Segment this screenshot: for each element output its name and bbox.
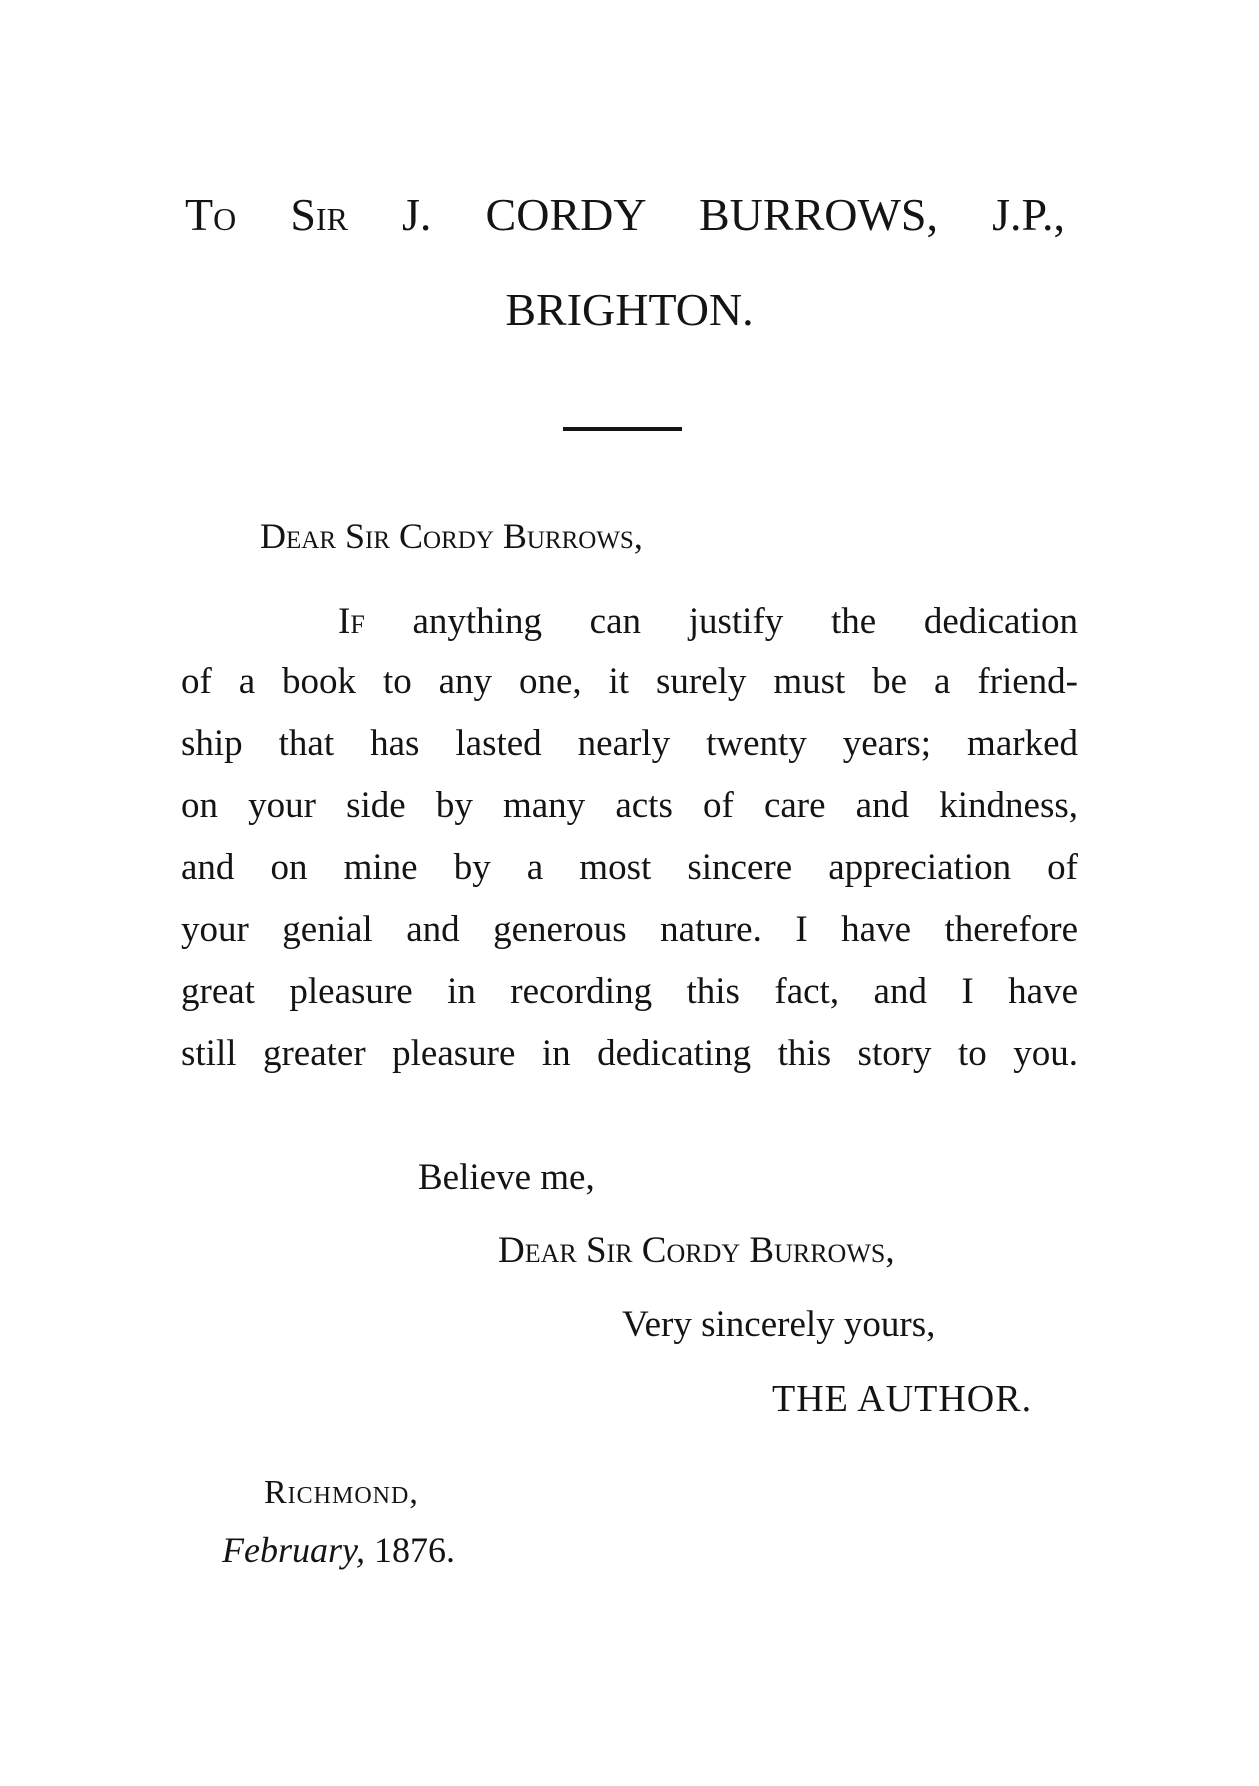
letter-body-line-8: still greater pleasure in dedicating this story to you. bbox=[181, 1033, 1078, 1074]
closing-signature: THE AUTHOR. bbox=[772, 1378, 1033, 1420]
letter-body-line-1 bbox=[338, 603, 1078, 640]
closing-dear-text: Dear Sir Cordy Burrows, bbox=[498, 1230, 895, 1271]
sign-place: Richmond, bbox=[264, 1474, 419, 1511]
dedication-to-line: To Sir J. CORDY BURROWS, J.P., bbox=[185, 189, 1065, 240]
letter-body-line-2: of a book to any one, it surely must be a friend- bbox=[181, 661, 1078, 702]
section-divider bbox=[563, 427, 682, 431]
dedication-place: BRIGHTON. bbox=[505, 284, 754, 335]
closing-dear bbox=[498, 1232, 895, 1269]
letter-body-line-7: great pleasure in recording this fact, and I have bbox=[181, 971, 1078, 1012]
sign-date bbox=[222, 1532, 455, 1568]
body-line-text: anything can justify the dedication bbox=[412, 601, 1078, 642]
sign-month: February, bbox=[222, 1530, 365, 1570]
letter-salutation: Dear Sir Cordy Burrows, bbox=[260, 516, 643, 556]
letter-body-line-6: your genial and generous nature. I have therefore bbox=[181, 909, 1078, 950]
closing-believe: Believe me, bbox=[418, 1157, 595, 1198]
opening-word: If bbox=[338, 601, 365, 642]
sign-year: 1876. bbox=[373, 1530, 455, 1570]
closing-yours: Very sincerely yours, bbox=[622, 1304, 936, 1345]
letter-body-line-5: and on mine by a most sincere appreciation of bbox=[181, 847, 1078, 888]
letter-body-line-3: ship that has lasted nearly twenty years; marked bbox=[181, 723, 1078, 764]
letter-body-line-4: on your side by many acts of care and kindness, bbox=[181, 785, 1078, 826]
